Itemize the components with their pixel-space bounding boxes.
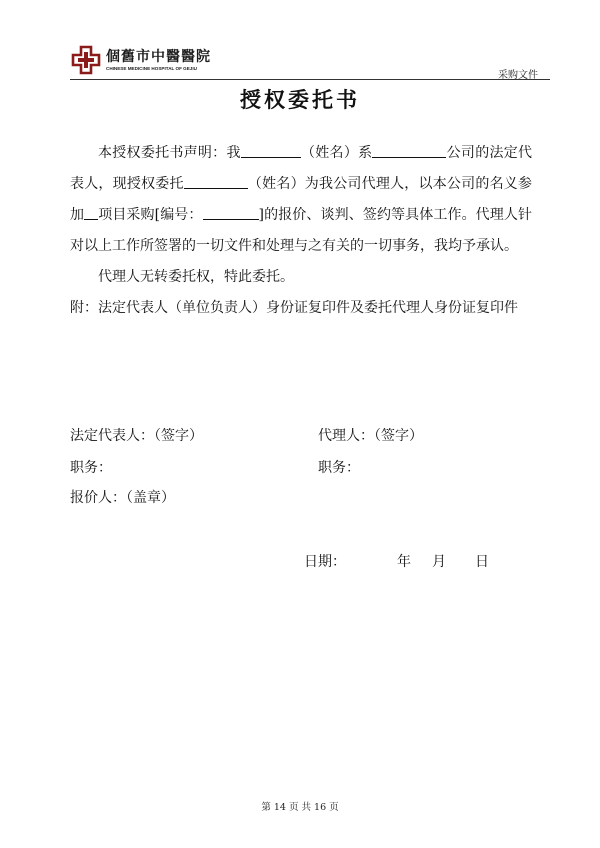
agent-position-label: 职务： (318, 460, 360, 476)
logo-chinese-name: 個舊市中醫醫院 (106, 48, 211, 65)
no-subdelegation-paragraph: 代理人无转委托权，特此委托。 (98, 269, 294, 285)
agent-signature-label: 代理人：（签字） (318, 428, 423, 444)
date-label: 日期： (304, 554, 346, 570)
hospital-logo (70, 42, 215, 78)
date-month-label: 月 (432, 554, 446, 570)
legal-rep-position-label: 职务： (70, 460, 112, 476)
header-divider (70, 79, 550, 80)
representative-name-blank (241, 143, 301, 158)
logo-english-name: CHINESE MEDICINE HOSPITAL OF GEJIU (106, 65, 197, 71)
page-number: 第 14 页 共 16 页 (261, 802, 339, 813)
declaration-paragraph: 本授权委托书声明：我 （姓名）系 公司的法定代表人，现授权委托 （姓名）为我公司代理人，以本公司的名义参加 项目采购[编号： ]的报价、谈判、签约等具体工作。代理人针对以上工作所签署的一切文件和处理与之有关的一切事务，我均予承认。 (70, 145, 533, 254)
document-type-label: 采购文件 (498, 70, 538, 81)
quoter-seal-label: 报价人：（盖章） (70, 490, 175, 506)
project-number-blank (203, 205, 259, 220)
company-name-blank (372, 143, 446, 158)
date-year-label: 年 (397, 554, 411, 570)
attachment-note: 附：法定代表人（单位负责人）身份证复印件及委托代理人身份证复印件 (70, 300, 518, 316)
document-title: 授权委托书 (240, 87, 360, 112)
authorization-body (70, 138, 532, 324)
agent-name-blank (184, 174, 248, 189)
date-day-label: 日 (475, 554, 489, 570)
legal-rep-signature-label: 法定代表人：（签字） (70, 428, 203, 444)
hospital-cross-icon (70, 44, 102, 76)
project-name-blank (84, 205, 98, 220)
